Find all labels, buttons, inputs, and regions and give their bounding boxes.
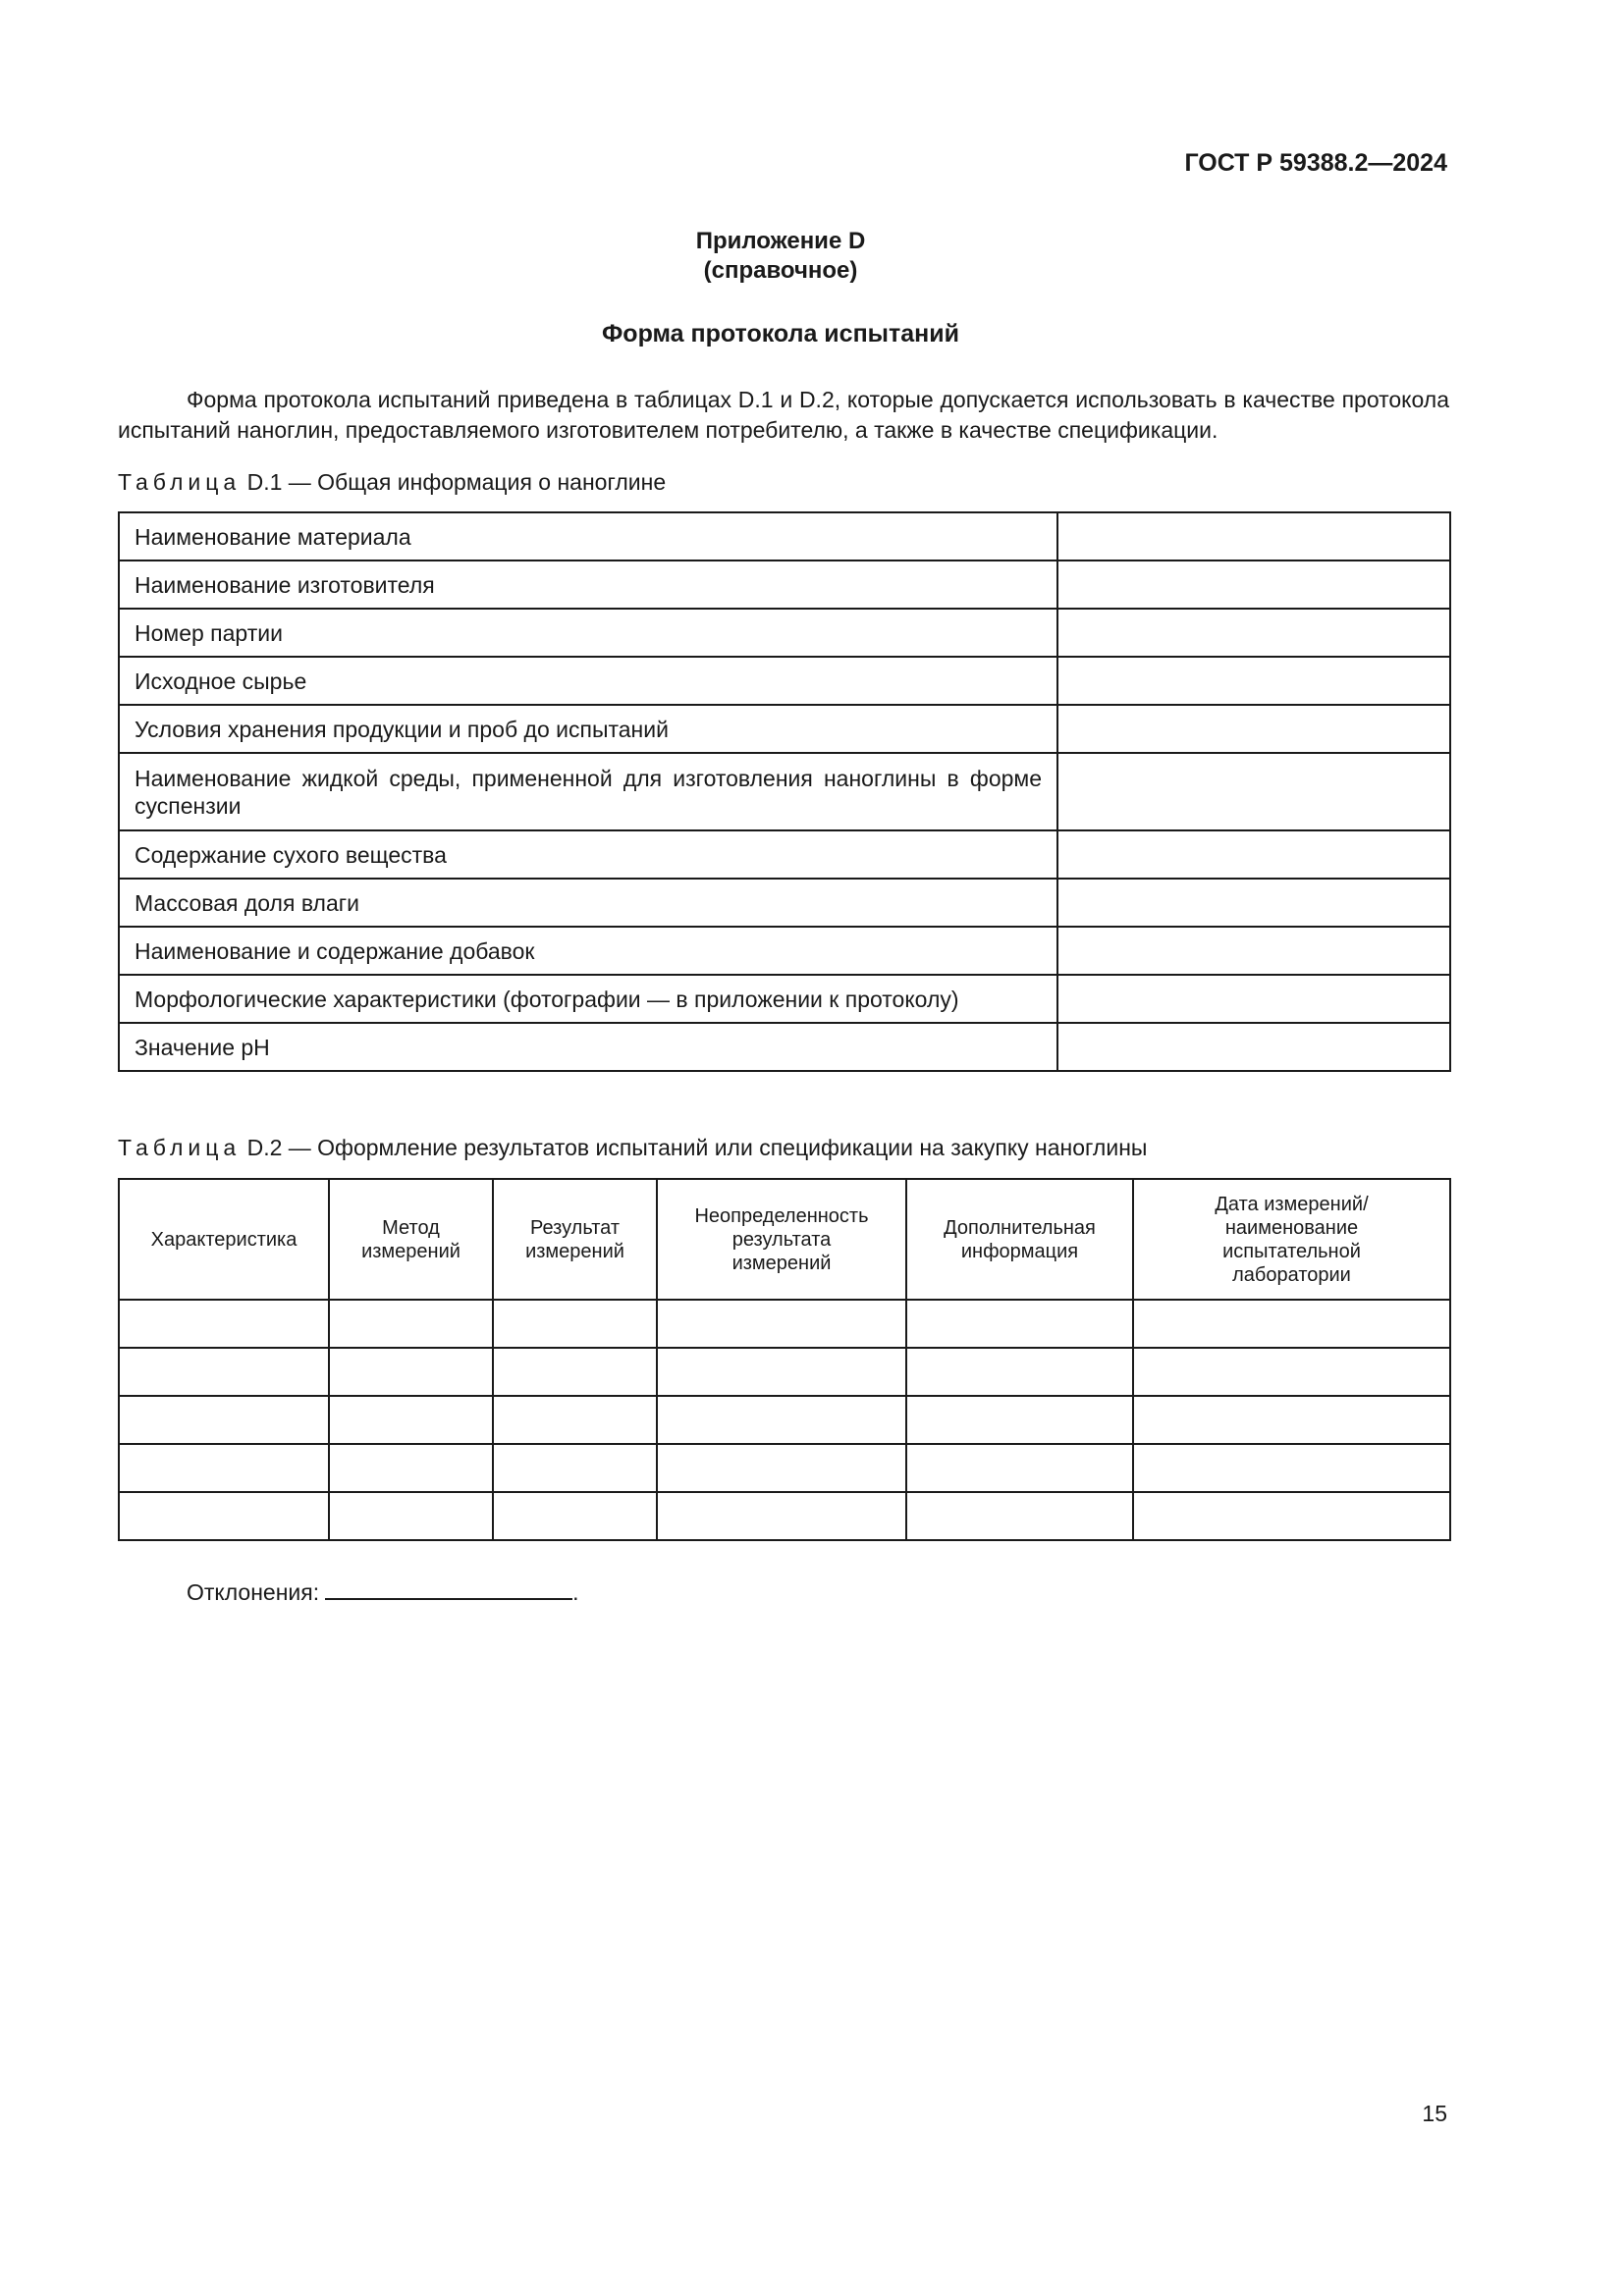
form-title: Форма протокола испытаний xyxy=(601,320,960,347)
row-label: Наименование изготовителя xyxy=(119,561,1057,609)
row-label: Содержание сухого вещества xyxy=(119,830,1057,879)
table-d1-caption xyxy=(118,469,666,496)
deviations-label: Отклонения: xyxy=(187,1579,320,1605)
value-cell[interactable] xyxy=(1057,512,1450,561)
table-cell[interactable] xyxy=(906,1396,1133,1444)
table-row xyxy=(119,512,1450,561)
table-cell[interactable] xyxy=(1133,1348,1450,1396)
table-row xyxy=(119,1300,1450,1348)
value-cell[interactable] xyxy=(1057,657,1450,705)
column-header-uncertainty: Неопределенность результата измерений xyxy=(657,1179,906,1300)
table-cell[interactable] xyxy=(906,1300,1133,1348)
table-cell[interactable] xyxy=(657,1444,906,1492)
row-label: Значение pH xyxy=(119,1023,1057,1071)
value-cell[interactable] xyxy=(1057,561,1450,609)
table-d1-caption-text: D.1 — Общая информация о наноглине xyxy=(241,469,667,495)
deviations-end: . xyxy=(572,1579,579,1605)
table-cell[interactable] xyxy=(906,1444,1133,1492)
column-header-method: Метод измерений xyxy=(329,1179,493,1300)
row-label: Наименование материала xyxy=(119,512,1057,561)
table-d2 xyxy=(118,1178,1451,1541)
table-row xyxy=(119,975,1450,1023)
row-label: Наименование жидкой среды, примененной для изготовления наноглины в форме суспензии xyxy=(119,753,1057,830)
table-cell[interactable] xyxy=(493,1396,657,1444)
table-d2-caption-word: Таблица xyxy=(118,1135,242,1160)
table-row xyxy=(119,1348,1450,1396)
table-row xyxy=(119,927,1450,975)
table-cell[interactable] xyxy=(657,1300,906,1348)
table-cell[interactable] xyxy=(119,1300,329,1348)
column-header-characteristic: Характеристика xyxy=(119,1179,329,1300)
table-cell[interactable] xyxy=(329,1444,493,1492)
table-cell[interactable] xyxy=(119,1444,329,1492)
table-row xyxy=(119,1023,1450,1071)
appendix-status: (справочное) xyxy=(703,257,858,284)
value-cell[interactable] xyxy=(1057,830,1450,879)
column-header-date-lab: Дата измерений/ наименование испытательной лаборатории xyxy=(1133,1179,1450,1300)
table-cell[interactable] xyxy=(329,1492,493,1540)
table-row xyxy=(119,657,1450,705)
column-header-result: Результат измерений xyxy=(493,1179,657,1300)
table-cell[interactable] xyxy=(493,1492,657,1540)
value-cell[interactable] xyxy=(1057,879,1450,927)
table-row xyxy=(119,830,1450,879)
table-cell[interactable] xyxy=(119,1348,329,1396)
table-row xyxy=(119,609,1450,657)
row-label: Морфологические характеристики (фотографии — в приложении к протоколу) xyxy=(119,975,1057,1023)
table-cell[interactable] xyxy=(1133,1444,1450,1492)
column-header-additional-info: Дополнительная информация xyxy=(906,1179,1133,1300)
table-cell[interactable] xyxy=(1133,1492,1450,1540)
page-number: 15 xyxy=(1422,2101,1447,2126)
value-cell[interactable] xyxy=(1057,1023,1450,1071)
table-cell[interactable] xyxy=(329,1300,493,1348)
value-cell[interactable] xyxy=(1057,753,1450,830)
table-cell[interactable] xyxy=(1133,1396,1450,1444)
value-cell[interactable] xyxy=(1057,975,1450,1023)
table-cell[interactable] xyxy=(657,1396,906,1444)
value-cell[interactable] xyxy=(1057,609,1450,657)
standard-number: ГОСТ Р 59388.2—2024 xyxy=(1184,149,1447,177)
value-cell[interactable] xyxy=(1057,927,1450,975)
row-label: Условия хранения продукции и проб до испытаний xyxy=(119,705,1057,753)
table-row xyxy=(119,879,1450,927)
table-d1 xyxy=(118,511,1451,1072)
intro-paragraph: Форма протокола испытаний приведена в таблицах D.1 и D.2, которые допускается использовать в качестве протокола испытаний наноглин, предоставляемого изготовителем потребителю, а также в качестве спецификации. xyxy=(118,387,1449,443)
table-cell[interactable] xyxy=(119,1492,329,1540)
table-cell[interactable] xyxy=(329,1396,493,1444)
table-cell[interactable] xyxy=(119,1396,329,1444)
table-cell[interactable] xyxy=(906,1492,1133,1540)
table-row xyxy=(119,1396,1450,1444)
table-row xyxy=(119,1444,1450,1492)
table-row xyxy=(119,753,1450,830)
table-row xyxy=(119,705,1450,753)
table-row xyxy=(119,1492,1450,1540)
appendix-title: Приложение D xyxy=(695,228,866,254)
table-d2-caption-text: D.2 — Оформление результатов испытаний или спецификации на закупку наноглины xyxy=(241,1135,1148,1160)
table-cell[interactable] xyxy=(657,1492,906,1540)
row-label: Массовая доля влаги xyxy=(119,879,1057,927)
table-cell[interactable] xyxy=(906,1348,1133,1396)
table-d1-caption-word: Таблица xyxy=(118,469,242,495)
table-cell[interactable] xyxy=(493,1348,657,1396)
table-cell[interactable] xyxy=(493,1444,657,1492)
table-d2-caption xyxy=(118,1135,1147,1161)
value-cell[interactable] xyxy=(1057,705,1450,753)
deviations-blank[interactable] xyxy=(325,1576,572,1600)
row-label: Наименование и содержание добавок xyxy=(119,927,1057,975)
table-cell[interactable] xyxy=(329,1348,493,1396)
deviations-line xyxy=(187,1576,579,1606)
table-cell[interactable] xyxy=(1133,1300,1450,1348)
row-label: Номер партии xyxy=(119,609,1057,657)
row-label: Исходное сырье xyxy=(119,657,1057,705)
table-cell[interactable] xyxy=(493,1300,657,1348)
table-row xyxy=(119,561,1450,609)
table-cell[interactable] xyxy=(657,1348,906,1396)
table-header-row xyxy=(119,1179,1450,1300)
